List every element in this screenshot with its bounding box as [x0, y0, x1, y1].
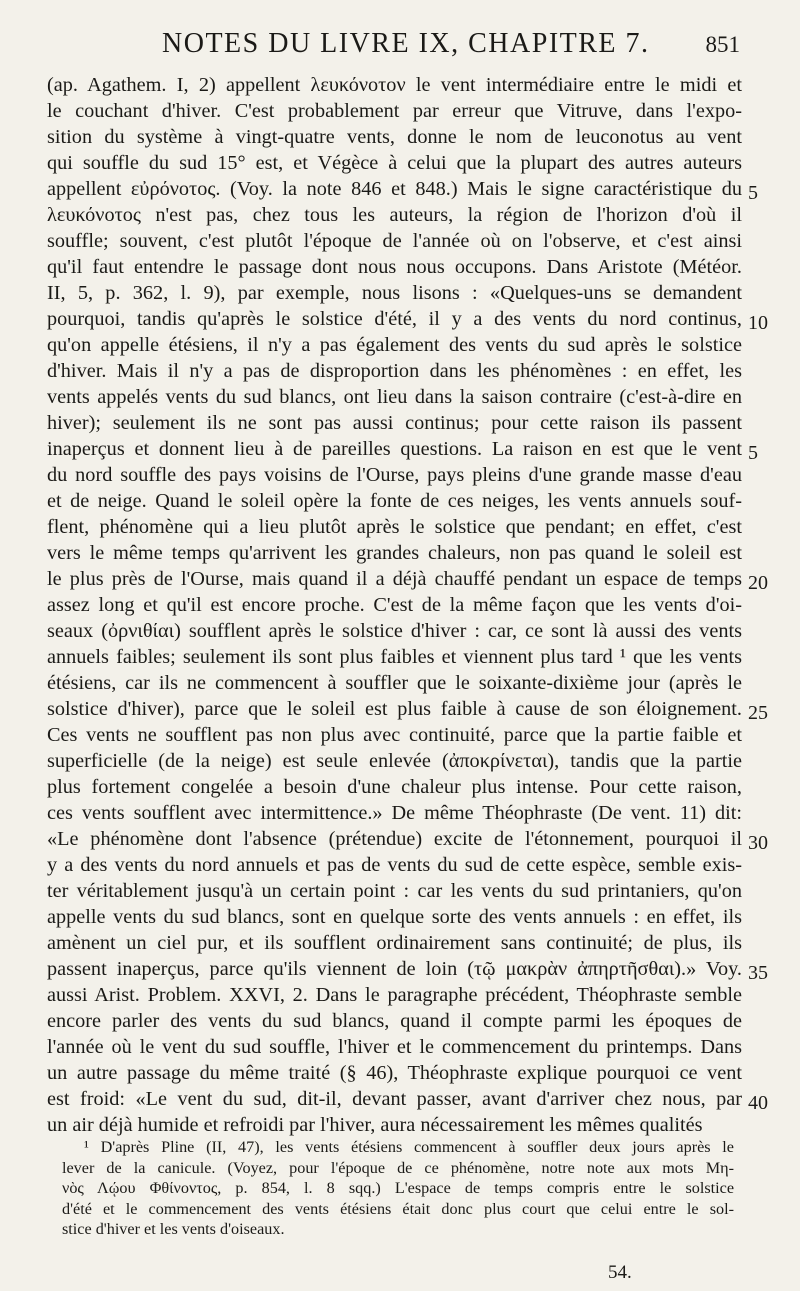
body-line: est froid: «Le vent du sud, dit-il, devant passer, avant d'arriver chez nous, par	[47, 1088, 742, 1110]
body-line: passent inaperçus, parce qu'ils viennent de loin (τῷ μακρὰν ἀπηρτῆσθαι).» Voy.	[47, 958, 742, 980]
body-line: un air déjà humide et refroidi par l'hiver, aura nécessairement les mêmes qualités	[47, 1114, 703, 1136]
margin-line-number: 5	[748, 442, 758, 464]
body-line: amènent un ciel pur, et ils soufflent ordinairement sans continuité; de plus, ils	[47, 932, 742, 954]
body-line: vents appelés vents du sud blancs, ont lieu dans la saison contraire (c'est-à-dire en	[47, 386, 742, 408]
body-line: (ap. Agathem. I, 2) appellent λευκόνοτον le vent intermédiaire entre le midi et	[47, 74, 742, 96]
body-line: flent, phénomène qui a lieu plutôt après le solstice que pendant; en effet, c'est	[47, 516, 742, 538]
body-line: hiver); seulement ils ne sont pas aussi continus; pour cette raison ils passent	[47, 412, 742, 434]
body-line: y a des vents du nord annuels et pas de vents du sud de cette espèce, semble exis-	[47, 854, 742, 876]
body-line: pourquoi, tandis qu'après le solstice d'été, il y a des vents du nord continus,	[47, 308, 742, 330]
signature-mark: 54.	[608, 1262, 632, 1283]
footnote-line: d'été et le commencement des vents étésiens était donc plus court que celui entre le sol-	[62, 1199, 734, 1218]
body-line: le plus près de l'Ourse, mais quand il a déjà chauffé pendant un espace de temps	[47, 568, 742, 590]
margin-line-number: 30	[748, 832, 768, 854]
body-line: l'année où le vent du sud souffle, l'hiver et le commencement du printemps. Dans	[47, 1036, 742, 1058]
margin-line-number: 40	[748, 1092, 768, 1114]
body-line: assez long et qu'il est encore proche. C'est de la même façon que les vents d'oi-	[47, 594, 742, 616]
body-line: ces vents soufflent avec intermittence.» De même Théophraste (De vent. 11) dit:	[47, 802, 742, 824]
footnote-line: νὸς Λῴου Φθίνοντος, p. 854, l. 8 sqq.) L'espace de temps compris entre le solstice	[62, 1179, 734, 1197]
body-line: appellent εὐρόνοτος. (Voy. la note 846 et 848.) Mais le signe caractéristique du	[47, 178, 742, 200]
body-line: étésiens, car ils ne commencent à souffler que le soixante-dixième jour (après le	[47, 672, 742, 694]
page-number: 851	[705, 32, 740, 57]
body-line: encore parler des vents du sud blancs, quand il compte parmi les époques de	[47, 1010, 742, 1032]
body-line: le couchant d'hiver. C'est probablement par erreur que Vitruve, dans l'expo-	[47, 100, 742, 122]
body-line: λευκόνοτος n'est pas, chez tous les auteurs, la région de l'horizon d'où il	[47, 204, 742, 226]
margin-line-number: 20	[748, 572, 768, 594]
running-title: NOTES DU LIVRE IX, CHAPITRE 7.	[162, 28, 650, 59]
body-line: du nord souffle des pays voisins de l'Ourse, pays pleins d'une grande masse d'eau	[47, 464, 742, 486]
margin-line-number: 35	[748, 962, 768, 984]
body-line: qui souffle du sud 15° est, et Végèce à celui que la plupart des autres auteurs	[47, 152, 742, 174]
body-line: appelle vents du sud blancs, sont en quelque sorte des vents annuels : en effet, ils	[47, 906, 742, 928]
body-line: souffle; souvent, c'est plutôt l'époque de l'année où on l'observe, et c'est ainsi	[47, 230, 742, 252]
body-line: qu'on appelle étésiens, il n'y a pas également des vents du sud après le solstice	[47, 334, 742, 356]
body-line: et de neige. Quand le soleil opère la fonte de ces neiges, les vents annuels souf-	[47, 490, 742, 512]
footnote-line: ¹ D'après Pline (II, 47), les vents étésiens commencent à souffler deux jours après le	[84, 1138, 734, 1156]
body-line: plus fortement congelée a besoin d'une chaleur plus intense. Pour cette raison,	[47, 776, 742, 798]
body-line: vers le même temps qu'arrivent les grandes chaleurs, non pas quand le soleil est	[47, 542, 742, 564]
body-line: ter véritablement jusqu'à un certain point : car les vents du sud printaniers, qu'on	[47, 880, 742, 902]
margin-line-number: 5	[748, 182, 758, 204]
body-line: «Le phénomène dont l'absence (prétendue) excite de l'étonnement, pourquoi il	[47, 828, 742, 850]
body-line: annuels faibles; seulement ils sont plus faibles et viennent plus tard ¹ que les vents	[47, 646, 742, 668]
body-line: inaperçus et donnent lieu à de pareilles questions. La raison en est que le vent	[47, 438, 742, 460]
body-line: II, 5, p. 362, l. 9), par exemple, nous lisons : «Quelques-uns se demandent	[47, 282, 742, 304]
body-line: d'hiver. Mais il n'y a pas de disproportion dans les phénomènes : en effet, les	[47, 360, 742, 382]
body-line: un autre passage du même traité (§ 46), Théophraste explique pourquoi ce vent	[47, 1062, 742, 1084]
footnote-line: lever de la canicule. (Voyez, pour l'époque de ce phénomène, notre note aux mots Μη-	[62, 1158, 734, 1177]
body-line: aussi Arist. Problem. XXVI, 2. Dans le paragraphe précédent, Théophraste semble	[47, 984, 742, 1006]
body-line: superficielle (de la neige) est seule enlevée (ἀποκρίνεται), tandis que la partie	[47, 750, 742, 772]
body-line: solstice d'hiver), parce que le soleil est plus faible à cause de son éloignement.	[47, 698, 742, 720]
body-line: Ces vents ne soufflent pas non plus avec continuité, parce que la partie faible et	[47, 724, 742, 746]
margin-line-number: 25	[748, 702, 768, 724]
body-line: seaux (ὀρνιθίαι) soufflent après le solstice d'hiver : car, ce sont là aussi des vents	[47, 620, 742, 642]
footnote-line: stice d'hiver et les vents d'oiseaux.	[62, 1220, 285, 1238]
page-header	[150, 28, 740, 64]
body-line: sition du système à vingt-quatre vents, donne le nom de leuconotus au vent	[47, 126, 742, 148]
margin-line-number: 10	[748, 312, 768, 334]
body-line: qu'il faut entendre le passage dont nous nous occupons. Dans Aristote (Météor.	[47, 256, 742, 278]
